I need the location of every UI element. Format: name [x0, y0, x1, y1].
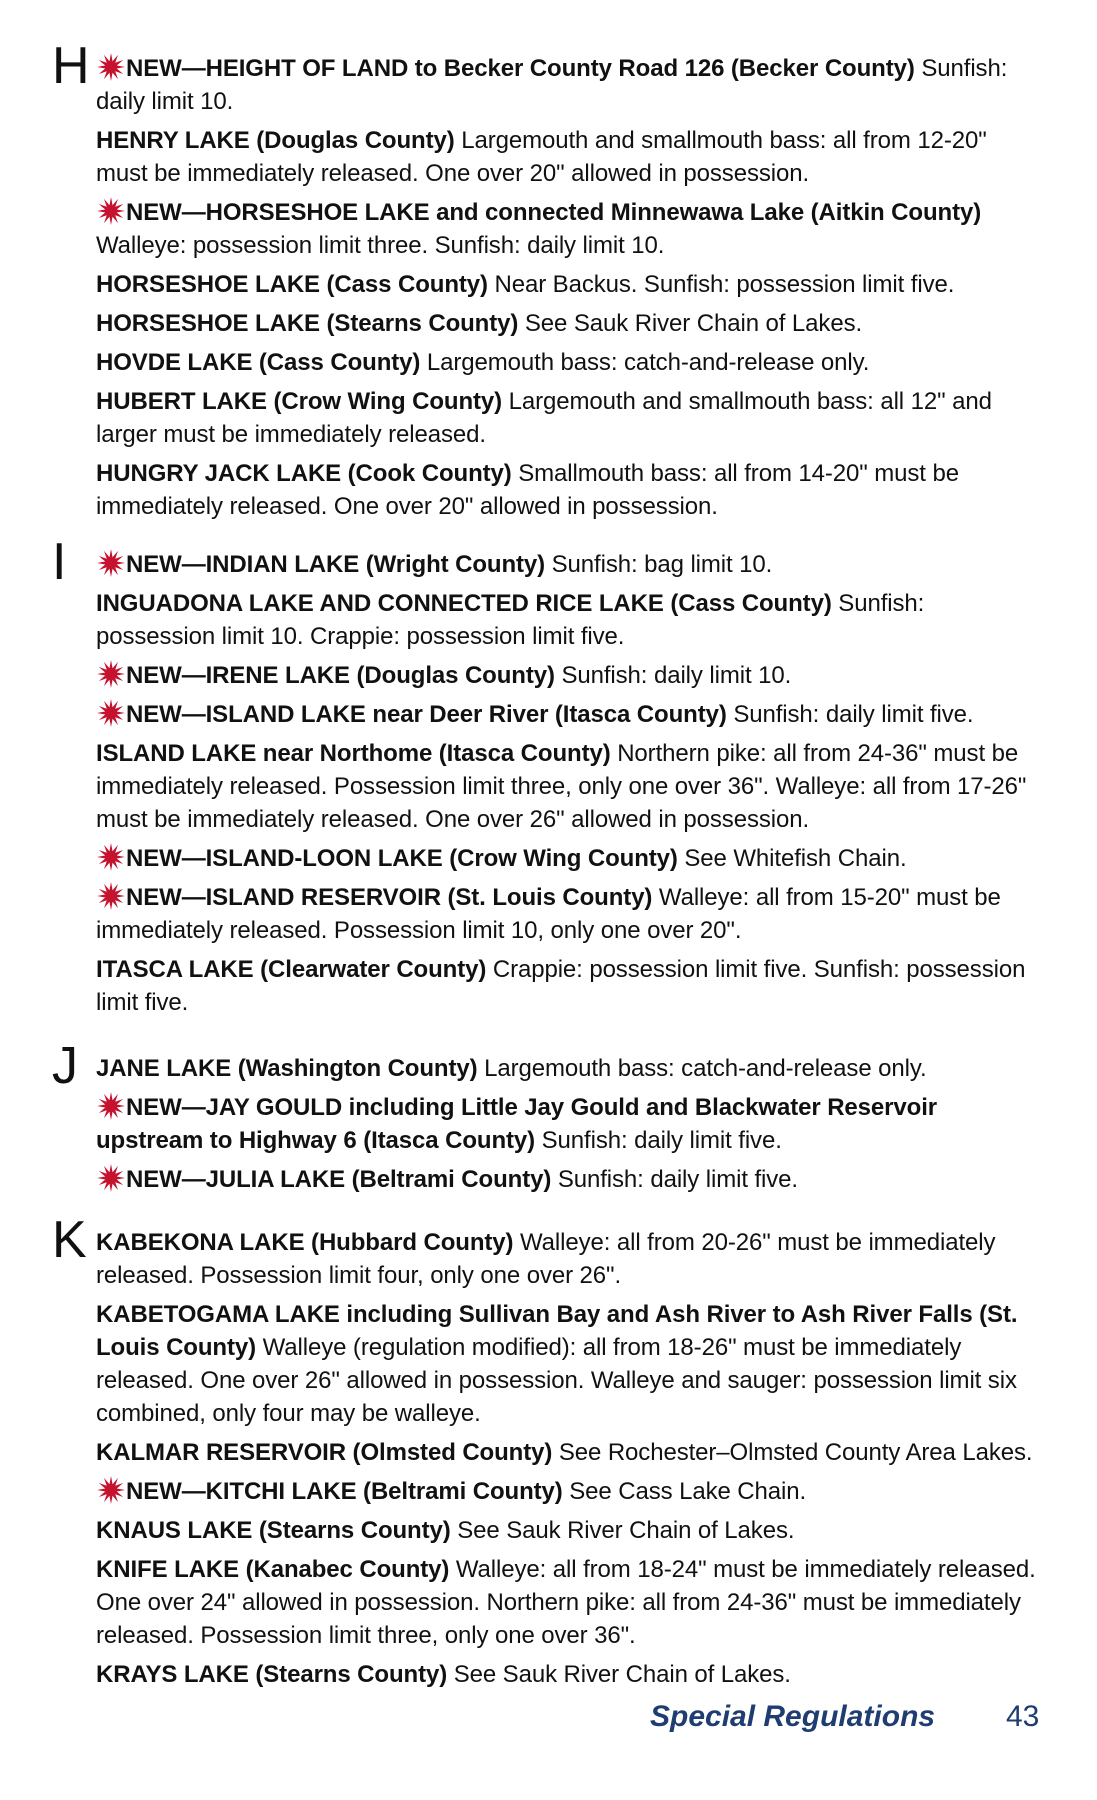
- lake-name: HORSESHOE LAKE (Cass County): [96, 271, 488, 298]
- footer-title: Special Regulations: [650, 1700, 936, 1733]
- lake-name: KRAYS LAKE (Stearns County): [96, 1661, 448, 1688]
- regulation-entry: [96, 1226, 1036, 1292]
- lake-name: ISLAND RESERVOIR (St. Louis County): [205, 884, 653, 911]
- section-j: [52, 1037, 1036, 1202]
- new-star-icon: [96, 659, 126, 689]
- lake-name: KITCHI LAKE (Beltrami County): [205, 1478, 563, 1505]
- lake-name: ISLAND LAKE near Deer River (Itasca County): [205, 701, 727, 728]
- regulation-entry: [96, 953, 1036, 1019]
- new-prefix: NEW—: [126, 551, 206, 578]
- section-letter: I: [52, 533, 67, 591]
- new-star-icon: [96, 1091, 126, 1121]
- section-i: [52, 533, 1036, 1025]
- new-prefix: NEW—: [126, 55, 206, 82]
- new-prefix: NEW—: [126, 1478, 206, 1505]
- regulation-text: Largemouth and smallmouth bass: all from 12-20" must be immediately released. One over 20" allowed in possession.: [96, 127, 987, 187]
- regulation-text: See Sauk River Chain of Lakes.: [518, 310, 863, 337]
- regulation-entry: [96, 1553, 1036, 1652]
- regulation-text: Sunfish: bag limit 10.: [545, 551, 773, 578]
- lake-name: JAY GOULD including Little Jay Gould and Blackwater Reservoir upstream to Highway 6 (Itasca County): [96, 1094, 938, 1154]
- regulation-text: Walleye: all from 18-24" must be immediately released. One over 24" allowed in possession. Northern pike: all from 24-36" must be immediately released. Possession limit three, only one over 36".: [96, 1556, 1036, 1649]
- lake-name: HORSESHOE LAKE (Stearns County): [96, 310, 519, 337]
- lake-name: JANE LAKE (Washington County): [96, 1055, 478, 1082]
- new-prefix: NEW—: [126, 884, 206, 911]
- regulation-text: See Sauk River Chain of Lakes.: [450, 1517, 795, 1544]
- lake-name: INGUADONA LAKE AND CONNECTED RICE LAKE (Cass County): [96, 590, 832, 617]
- regulation-text: Largemouth bass: catch-and-release only.: [420, 349, 870, 376]
- regulation-text: Near Backus. Sunfish: possession limit five.: [487, 271, 955, 298]
- section-h: [52, 37, 1036, 529]
- lake-name: ISLAND LAKE near Northome (Itasca County): [96, 740, 611, 767]
- lake-name: HENRY LAKE (Douglas County): [96, 127, 455, 154]
- lake-name: KNIFE LAKE (Kanabec County): [96, 1556, 450, 1583]
- lake-name: KABEKONA LAKE (Hubbard County): [96, 1229, 514, 1256]
- regulation-text: See Rochester–Olmsted County Area Lakes.: [552, 1439, 1033, 1466]
- regulation-text: Sunfish: daily limit five.: [551, 1166, 798, 1193]
- new-prefix: NEW—: [126, 1094, 206, 1121]
- regulation-entry: [96, 1514, 1036, 1547]
- section-letter: K: [52, 1211, 87, 1269]
- regulation-text: See Whitefish Chain.: [677, 845, 907, 872]
- new-star-icon: [96, 881, 126, 911]
- section-letter: H: [52, 37, 90, 95]
- new-prefix: NEW—: [126, 701, 206, 728]
- new-prefix: NEW—: [126, 845, 206, 872]
- new-prefix: NEW—: [126, 1166, 206, 1193]
- regulation-entry: [96, 1475, 1036, 1508]
- entry-list: [96, 1052, 1036, 1196]
- regulation-entry: [96, 1298, 1036, 1430]
- lake-name: HOVDE LAKE (Cass County): [96, 349, 421, 376]
- regulation-entry: [96, 124, 1036, 190]
- regulation-entry: [96, 346, 1036, 379]
- lake-name: ITASCA LAKE (Clearwater County): [96, 956, 487, 983]
- lake-name: IRENE LAKE (Douglas County): [205, 662, 555, 689]
- lake-name: KNAUS LAKE (Stearns County): [96, 1517, 451, 1544]
- entry-list: [96, 548, 1036, 1019]
- regulation-entry: [96, 842, 1036, 875]
- regulation-text: Sunfish: daily limit five.: [726, 701, 974, 728]
- regulation-entry: [96, 659, 1036, 692]
- entry-list: [96, 52, 1036, 523]
- page-number: 43: [1006, 1700, 1040, 1733]
- regulation-entry: [96, 457, 1036, 523]
- regulation-text: Northern pike: all from 24-36" must be immediately released. Possession limit three, only one over 36". Walleye: all from 17-26" must be immediately released. One over 26" allowed in possession.: [96, 740, 1027, 833]
- section-letter: J: [52, 1037, 78, 1095]
- lake-name: KABETOGAMA LAKE including Sullivan Bay and Ash River to Ash River Falls (St. Louis County): [96, 1301, 1018, 1361]
- regulation-text: See Sauk River Chain of Lakes.: [447, 1661, 791, 1688]
- new-star-icon: [96, 52, 126, 82]
- regulation-text: Smallmouth bass: all from 14-20" must be immediately released. One over 20" allowed in possession.: [96, 460, 959, 520]
- lake-name: HUNGRY JACK LAKE (Cook County): [96, 460, 512, 487]
- regulation-entry: [96, 881, 1036, 947]
- regulation-text: Sunfish: daily limit five.: [535, 1127, 782, 1154]
- regulation-entry: [96, 1163, 1036, 1196]
- new-star-icon: [96, 1163, 126, 1193]
- regulation-text: Sunfish: daily limit 10.: [96, 55, 1008, 115]
- regulation-entry: [96, 385, 1036, 451]
- new-star-icon: [96, 1475, 126, 1505]
- new-star-icon: [96, 698, 126, 728]
- regulation-text: Walleye: all from 15-20" must be immediately released. Possession limit 10, only one over 20".: [96, 884, 1001, 944]
- lake-name: HEIGHT OF LAND to Becker County Road 126 (Becker County): [205, 55, 915, 82]
- regulation-entry: [96, 196, 1036, 262]
- regulation-text: Sunfish: possession limit 10. Crappie: possession limit five.: [96, 590, 925, 650]
- new-star-icon: [96, 548, 126, 578]
- regulation-entry: [96, 1436, 1036, 1469]
- regulation-text: Walleye (regulation modified): all from 18-26" must be immediately released. One over 26" allowed in possession. Walleye and sauger: possession limit six combined, only four may be walleye.: [96, 1334, 1017, 1427]
- lake-name: ISLAND-LOON LAKE (Crow Wing County): [205, 845, 678, 872]
- regulation-text: Crappie: possession limit five. Sunfish: possession limit five.: [96, 956, 1026, 1016]
- regulation-text: Largemouth and smallmouth bass: all 12" and larger must be immediately released.: [96, 388, 992, 448]
- lake-name: HORSESHOE LAKE and connected Minnewawa Lake (Aitkin County): [205, 199, 982, 226]
- new-prefix: NEW—: [126, 199, 206, 226]
- regulation-entry: [96, 737, 1036, 836]
- regulation-text: Sunfish: daily limit 10.: [554, 662, 792, 689]
- regulation-entry: [96, 307, 1036, 340]
- new-star-icon: [96, 842, 126, 872]
- entry-list: [96, 1226, 1036, 1691]
- regulation-entry: [96, 698, 1036, 731]
- lake-name: HUBERT LAKE (Crow Wing County): [96, 388, 503, 415]
- regulation-entry: [96, 268, 1036, 301]
- regulation-text: Largemouth bass: catch-and-release only.: [477, 1055, 927, 1082]
- regulation-text: Walleye: all from 20-26" must be immediately released. Possession limit four, only one over 26".: [96, 1229, 996, 1289]
- lake-name: KALMAR RESERVOIR (Olmsted County): [96, 1439, 553, 1466]
- regulation-entry: [96, 52, 1036, 118]
- regulation-entry: [96, 1091, 1036, 1157]
- regulation-text: See Cass Lake Chain.: [562, 1478, 807, 1505]
- new-prefix: NEW—: [126, 662, 206, 689]
- regulation-entry: [96, 1658, 1036, 1691]
- regulation-entry: [96, 548, 1036, 581]
- regulation-entry: [96, 587, 1036, 653]
- section-k: [52, 1211, 1036, 1697]
- regulation-entry: [96, 1052, 1036, 1085]
- new-star-icon: [96, 196, 126, 226]
- lake-name: INDIAN LAKE (Wright County): [205, 551, 546, 578]
- regulation-text: Walleye: possession limit three. Sunfish: daily limit 10.: [96, 232, 665, 259]
- lake-name: JULIA LAKE (Beltrami County): [205, 1166, 552, 1193]
